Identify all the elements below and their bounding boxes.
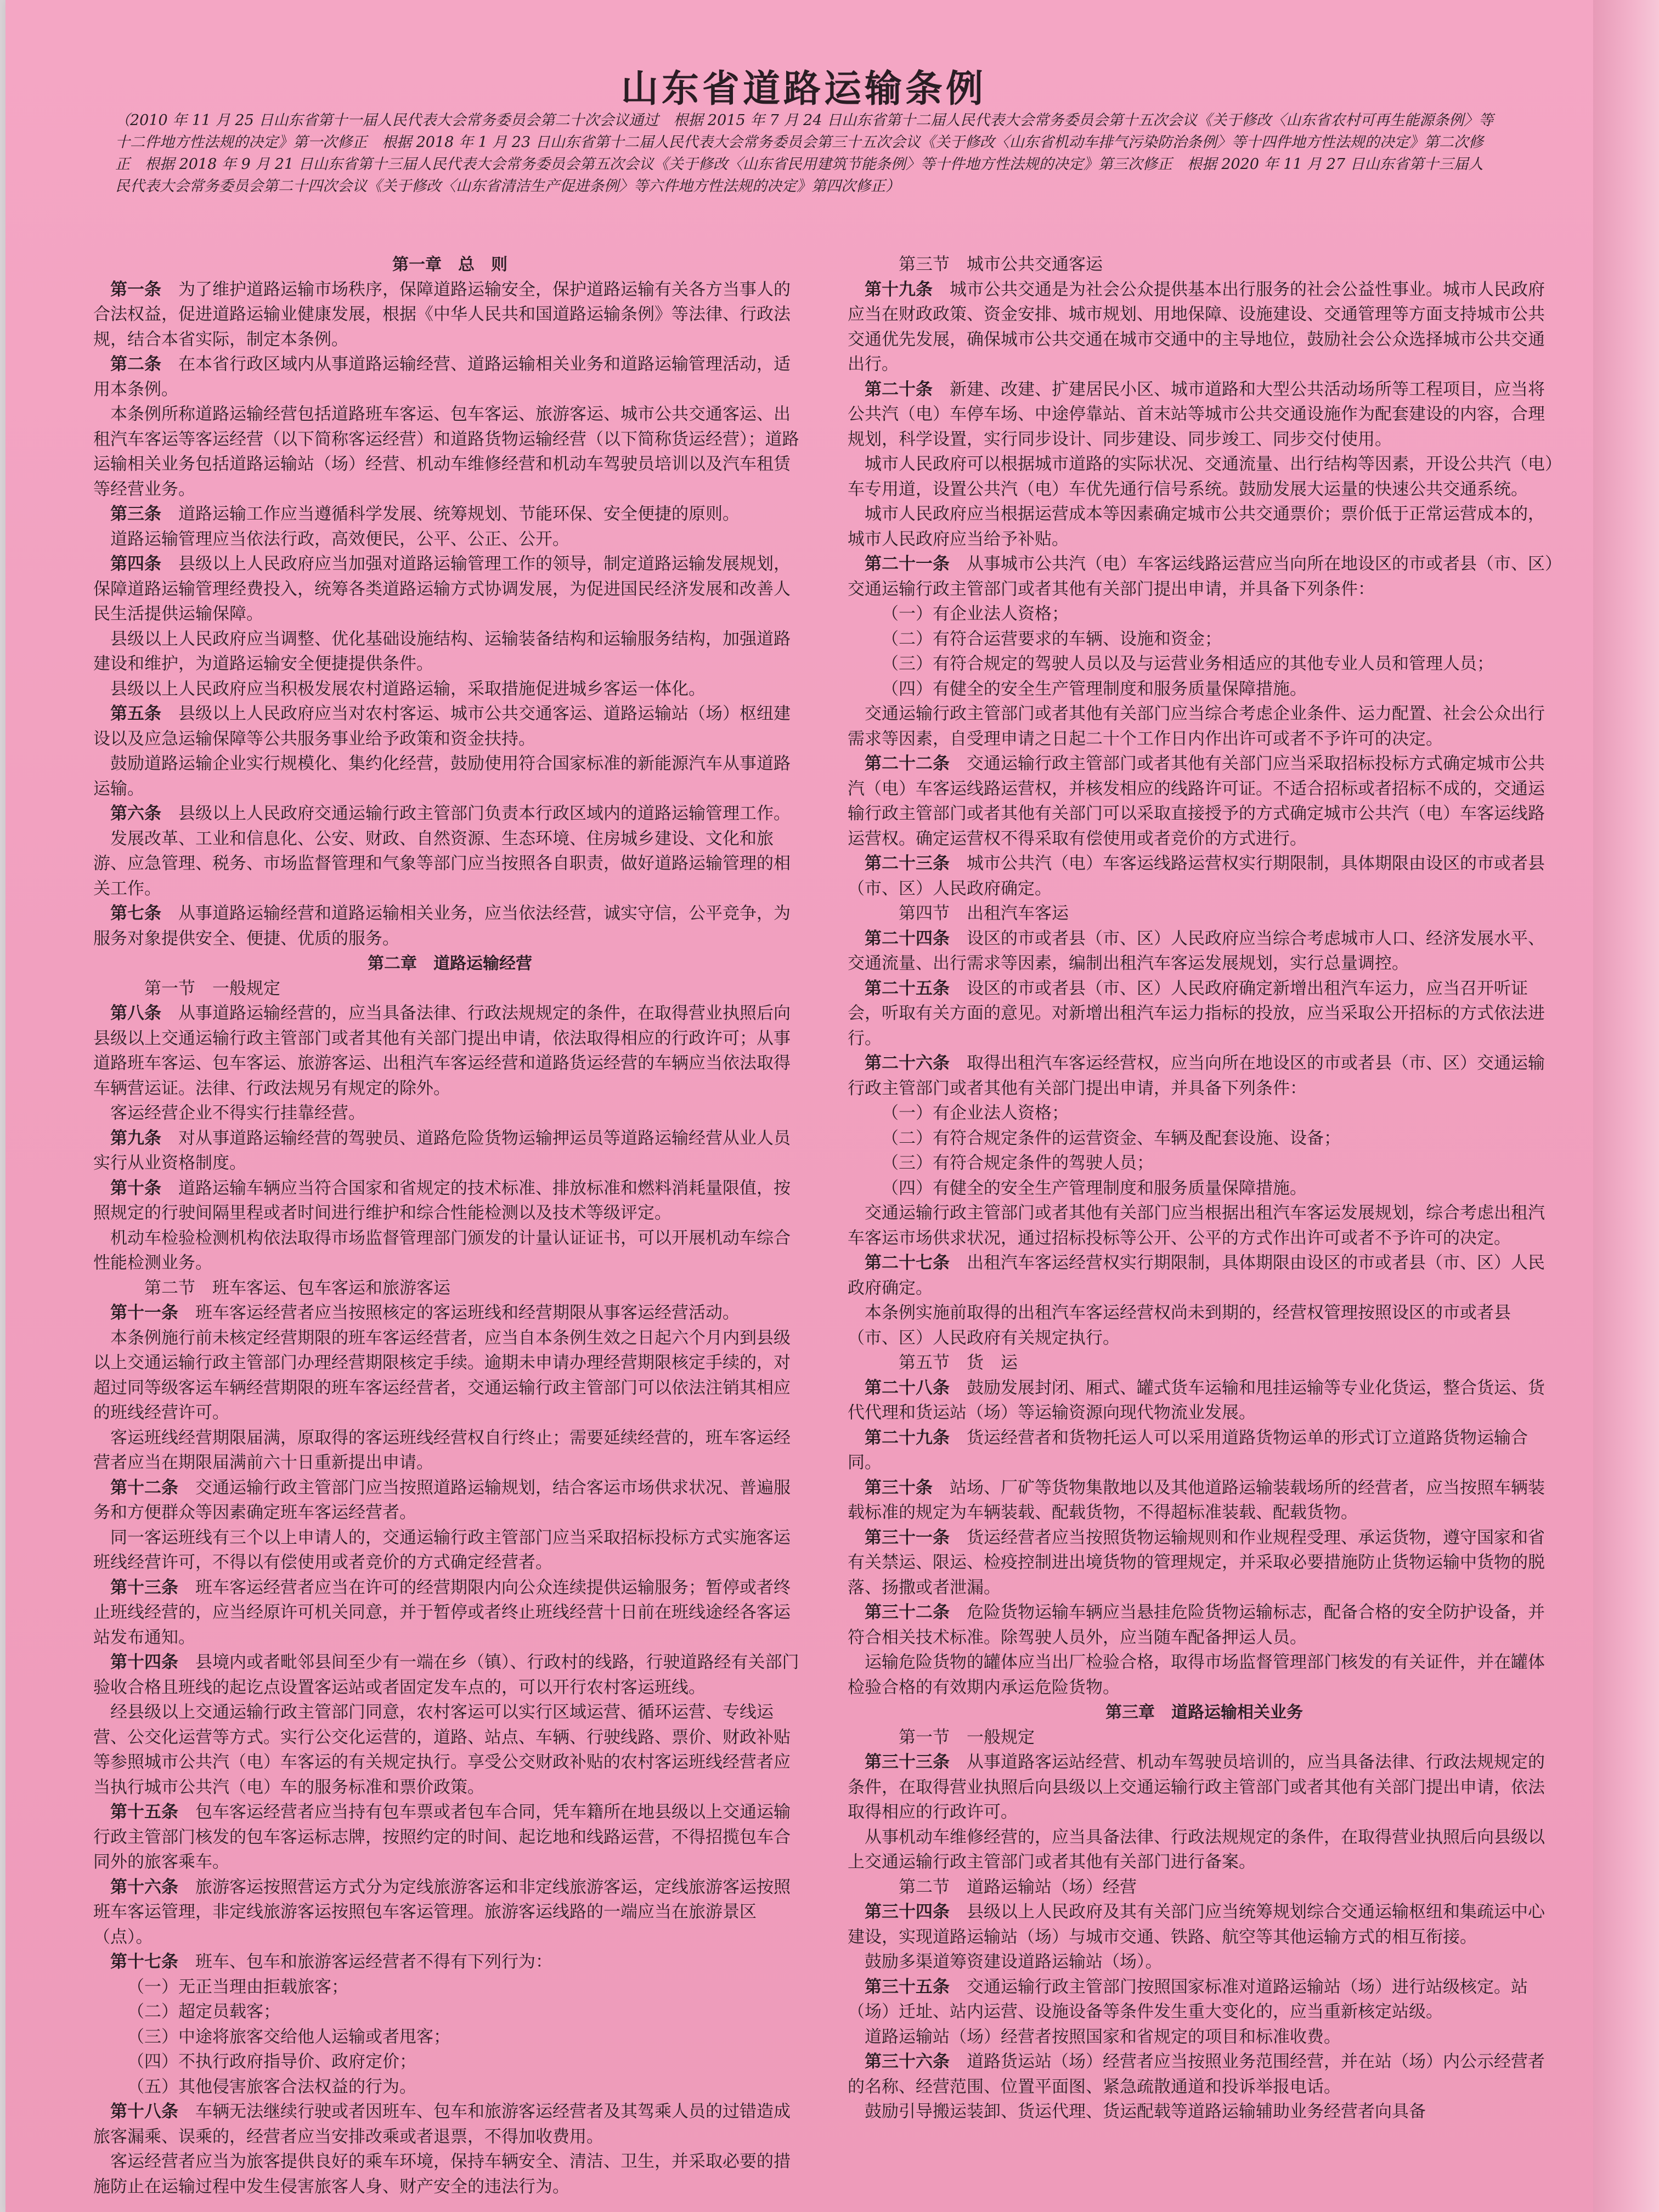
article-paragraph [93, 1576, 806, 1651]
article-paragraph [93, 2100, 806, 2149]
article-paragraph [93, 352, 806, 402]
body-paragraph: 本条例施行前未核定经营期限的班车客运经营者，应当自本条例生效之日起六个月内到县级以上交通运输行政主管部门办理经营期限核定手续。逾期未申请办理经营期限核定手续的，对超过同等级客运车辆经营期限的班车客运经营者，交通运输行政主管部门可以依法注销其相应的班线经营许可。 [93, 1328, 791, 1423]
article-paragraph [93, 1476, 806, 1526]
article-text: 从事城市公共汽（电）车客运线路运营应当向所在地设区的市或者县（市、区）交通运输行政主管部门或者其他有关部门提出申请，并具备下列条件： [848, 554, 1554, 599]
article-number: 第十条 [110, 1178, 161, 1198]
list-item: （二）有符合运营要求的车辆、设施和资金； [882, 629, 1222, 649]
article-number: 第三十四条 [865, 1902, 950, 1922]
list-item: （一）有企业法人资格； [882, 604, 1069, 624]
body-paragraph: 鼓励多渠道筹资建设道路运输站（场）。 [865, 1952, 1163, 1972]
article-number: 第八条 [110, 1003, 161, 1023]
article-text: 交通运输行政主管部门应当按照道路运输规划，结合客运市场供求状况、普遍服务和方便群众等因素确定班车客运经营者。 [93, 1477, 791, 1522]
article-number: 第十八条 [110, 2102, 178, 2121]
article-text: 道路运输车辆应当符合国家和省规定的技术标准、排放标准和燃料消耗量限值，按照规定的行驶间隔里程或者时间进行维护和综合性能检测以及技术等级评定。 [93, 1178, 791, 1223]
list-item: （四）不执行政府指导价、政府定价； [127, 2052, 416, 2072]
article-text: 从事道路客运站经营、机动车驾驶员培训的，应当具备法律、行政法规规定的条件，在取得营业执照后向县级以上交通运输行政主管部门或者其他有关部门提出申请，依法取得相应的行政许可。 [848, 1752, 1545, 1822]
body-paragraph: 发展改革、工业和信息化、公安、财政、自然资源、生态环境、住房城乡建设、文化和旅游、应急管理、税务、市场监督管理和气象等部门应当按照各自职责，做好道路运输管理的相关工作。 [93, 828, 791, 899]
body-paragraph: 运输危险货物的罐体应当出厂检验合格，取得市场监督管理部门核发的有关证件，并在罐体检验合格的有效期内承运危险货物。 [848, 1652, 1545, 1697]
list-item: （三）中途将旅客交给他人运输或者甩客； [127, 2027, 450, 2047]
article-paragraph [848, 752, 1561, 851]
article-text: 出租汽车客运经营权实行期限制，具体期限由设区的市或者县（市、区）人民政府确定。 [848, 1253, 1545, 1298]
chapter-heading: 第三章 道路运输相关业务 [1105, 1703, 1303, 1722]
article-paragraph [93, 1950, 806, 1975]
body-paragraph: 本条例所称道路运输经营包括道路班车客运、包车客运、旅游客运、城市公共交通客运、出租汽车客运等客运经营（以下简称客运经营）和道路货物运输经营（以下简称货运经营）；道路运输相关业务包括道路运输站（场）经营、机动车维修经营和机动车驾驶员培训以及汽车租赁等经营业务。 [93, 404, 799, 499]
article-number: 第十一条 [110, 1303, 178, 1323]
section-heading: 第三节 城市公共交通客运 [899, 255, 1103, 274]
body-paragraph: 鼓励引导搬运装卸、货运代理、货运配载等道路运输辅助业务经营者向具备 [865, 2102, 1426, 2121]
article-paragraph [93, 1176, 806, 1226]
article-paragraph [848, 1426, 1561, 1476]
list-item: （四）有健全的安全生产管理制度和服务质量保障措施。 [882, 1178, 1307, 1198]
section-heading: 第一节 一般规定 [899, 1727, 1035, 1747]
article-text: 车辆无法继续行驶或者因班车、包车和旅游客运经营者及其驾乘人员的过错造成旅客漏乘、误乘的，经营者应当安排改乘或者退票，不得加收费用。 [93, 2102, 791, 2147]
article-number: 第三十一条 [865, 1527, 950, 1548]
body-paragraph: 道路运输管理应当依法行政，高效便民，公平、公正、公开。 [110, 529, 569, 549]
list-item: （一）有企业法人资格； [882, 1103, 1069, 1123]
body-paragraph: 机动车检验检测机构依法取得市场监督管理部门颁发的计量认证证书，可以开展机动车综合性能检测业务。 [93, 1228, 791, 1273]
section-heading: 第二节 班车客运、包车客运和旅游客运 [144, 1278, 450, 1298]
article-text: 在本省行政区域内从事道路运输经营、道路运输相关业务和道路运输管理活动，适用本条例。 [93, 354, 791, 399]
article-paragraph [848, 1975, 1561, 2025]
body-paragraph: 本条例实施前取得的出租汽车客运经营权尚未到期的，经营权管理按照设区的市或者县（市、区）人民政府有关规定执行。 [848, 1303, 1511, 1348]
article-number: 第三十五条 [865, 1977, 950, 1997]
article-paragraph [848, 1376, 1561, 1426]
list-item: （三）有符合规定的驾驶人员以及与运营业务相适应的其他专业人员和管理人员； [882, 654, 1494, 674]
article-paragraph [93, 1800, 806, 1875]
article-number: 第九条 [110, 1128, 161, 1148]
article-text: 班车客运经营者应当按照核定的客运班线和经营期限从事客运经营活动。 [178, 1303, 740, 1323]
article-paragraph [848, 552, 1561, 602]
article-number: 第二十四条 [865, 928, 950, 949]
article-paragraph [93, 1126, 806, 1176]
article-text: 对从事道路运输经营的驾驶员、道路危险货物运输押运员等道路运输经营从业人员实行从业资格制度。 [93, 1128, 791, 1173]
list-item: （二）有符合规定条件的运营资金、车辆及配套设施、设备； [882, 1128, 1341, 1148]
article-paragraph [848, 1900, 1561, 1950]
article-paragraph [848, 1051, 1561, 1101]
article-text: 站场、厂矿等货物集散地以及其他道路运输装载场所的经营者，应当按照车辆装载标准的规定为车辆装载、配载货物，不得超标准装载、配载货物。 [848, 1477, 1545, 1522]
article-paragraph [848, 1750, 1561, 1825]
article-paragraph [93, 552, 806, 627]
section-heading: 第二节 道路运输站（场）经营 [899, 1877, 1137, 1897]
article-text: 包车客运经营者应当持有包车票或者包车合同，凭车籍所在地县级以上交通运输行政主管部门核发的包车客运标志牌，按照约定的时间、起讫地和线路运营，不得招揽包车合同外的旅客乘车。 [93, 1802, 791, 1872]
article-paragraph [848, 977, 1561, 1052]
article-number: 第二十七条 [865, 1253, 950, 1273]
article-number: 第十五条 [110, 1802, 178, 1822]
article-number: 第一条 [110, 279, 161, 300]
article-number: 第二十一条 [865, 554, 950, 574]
article-text: 城市公共交通是为社会公众提供基本出行服务的社会公益性事业。城市人民政府应当在财政政策、资金安排、城市规划、用地保障、设施建设、交通管理等方面支持城市公共交通优先发展，确保城市公共交通在城市交通中的主导地位，鼓励社会公众选择城市公共交通出行。 [848, 279, 1545, 374]
article-paragraph [93, 1301, 806, 1326]
article-text: 新建、改建、扩建居民小区、城市道路和大型公共活动场所等工程项目，应当将公共汽（电）车停车场、中途停靠站、首末站等城市公共交通设施作为配套建设的内容，合理规划，科学设置，实行同步设计、同步建设、同步竣工、同步交付使用。 [848, 379, 1545, 449]
article-text: 县境内或者毗邻县间至少有一端在乡（镇）、行政村的线路，行驶道路经有关部门验收合格且班线的起讫点设置客运站或者固定发车点的，可以开行农村客运班线。 [93, 1652, 799, 1697]
section-heading: 第一节 一般规定 [144, 978, 280, 998]
article-text: 道路运输工作应当遵循科学发展、统筹规划、节能环保、安全便捷的原则。 [161, 504, 740, 524]
article-text: 鼓励发展封闭、厢式、罐式货车运输和甩挂运输等专业化货运，整合货运、货代代理和货运站（场）等运输资源向现代物流业发展。 [848, 1378, 1545, 1423]
article-text: 取得出租汽车客运经营权，应当向所在地设区的市或者县（市、区）交通运输行政主管部门或者其他有关部门提出申请，并具备下列条件： [848, 1053, 1545, 1098]
article-number: 第二条 [110, 354, 161, 374]
article-paragraph [848, 1476, 1561, 1526]
body-paragraph: 城市人民政府应当根据运营成本等因素确定城市公共交通票价；票价低于正常运营成本的，城市人民政府应当给予补贴。 [848, 504, 1545, 549]
article-text: 县级以上人民政府应当加强对道路运输管理工作的领导，制定道路运输发展规划，保障道路运输管理经费投入，统筹各类道路运输方式协调发展，为促进国民经济发展和改善人民生活提供运输保障。 [93, 554, 791, 624]
article-paragraph [93, 278, 806, 353]
article-paragraph [848, 278, 1561, 377]
article-number: 第十三条 [110, 1577, 178, 1598]
body-paragraph: 道路运输站（场）经营者按照国家和省规定的项目和标准收费。 [865, 2027, 1341, 2047]
body-paragraph: 客运班线经营期限届满，原取得的客运班线经营权自行终止；需要延续经营的，班车客运经营者应当在期限届满前六十日重新提出申请。 [93, 1427, 791, 1472]
article-number: 第五条 [110, 704, 161, 724]
body-paragraph: 客运经营者应当为旅客提供良好的乘车环境，保持车辆安全、清洁、卫生，并采取必要的措施防止在运输过程中发生侵害旅客人身、财产安全的违法行为。 [93, 2152, 791, 2197]
article-number: 第二十二条 [865, 754, 950, 774]
article-number: 第十二条 [110, 1477, 178, 1498]
article-number: 第十九条 [865, 279, 933, 300]
article-text: 县级以上人民政府应当对农村客运、城市公共交通客运、道路运输站（场）枢纽建设以及应急运输保障等公共服务事业给予政策和资金扶持。 [93, 704, 791, 749]
body-paragraph: 经县级以上交通运输行政主管部门同意，农村客运可以实行区域运营、循环运营、专线运营、公交化运营等方式。实行公交化运营的，道路、站点、车辆、行驶线路、票价、财政补贴等参照城市公共汽（电）车客运的有关规定执行。享受公交财政补贴的农村客运班线经营者应当执行城市公共汽（电）车的服务标准和票价政策。 [93, 1702, 791, 1797]
left-column [93, 252, 806, 2199]
body-paragraph: 交通运输行政主管部门或者其他有关部门应当根据出租汽车客运发展规划，综合考虑出租汽车客运市场供求状况，通过招标投标等公开、公平的方式作出许可或者不予许可的决定。 [848, 1203, 1545, 1248]
article-number: 第三十三条 [865, 1752, 950, 1772]
list-item: （一）无正当理由拒载旅客； [127, 1977, 348, 1997]
article-number: 第四条 [110, 554, 161, 574]
section-heading: 第四节 出租汽车客运 [899, 904, 1069, 923]
article-paragraph [848, 851, 1561, 901]
article-number: 第十六条 [110, 1877, 178, 1897]
section-heading: 第五节 货 运 [899, 1353, 1018, 1373]
article-text: 从事道路运输经营的，应当具备法律、行政法规规定的条件，在取得营业执照后向县级以上交通运输行政主管部门或者其他有关部门提出申请，依法取得相应的行政许可；从事道路班车客运、包车客运、旅游客运、出租汽车客运经营和道路货运经营的车辆应当依法取得车辆营运证。法律、行政法规另有规定的除外。 [93, 1003, 791, 1098]
article-number: 第七条 [110, 904, 161, 923]
article-text: 县级以上人民政府及其有关部门应当统筹规划综合交通运输枢纽和集疏运中心建设，实现道路运输站（场）与城市交通、铁路、航空等其他运输方式的相互衔接。 [848, 1902, 1545, 1947]
article-text: 旅游客运按照营运方式分为定线旅游客运和非定线旅游客运，定线旅游客运按照班车客运管理，非定线旅游客运按照包车客运管理。旅游客运线路的一端应当在旅游景区（点）。 [93, 1877, 791, 1947]
article-paragraph [93, 1001, 806, 1101]
article-paragraph [93, 901, 806, 951]
article-text: 交通运输行政主管部门或者其他有关部门应当采取招标投标方式确定城市公共汽（电）车客运线路运营权，并核发相应的线路许可证。不适合招标或者招标不成的，交通运输行政主管部门或者其他有关部门可以采取直接授予的方式确定城市公共汽（电）车客运线路运营权。确定运营权不得采取有偿使用或者竞价的方式进行。 [848, 754, 1545, 849]
article-number: 第二十八条 [865, 1378, 950, 1398]
article-number: 第三条 [110, 504, 161, 524]
article-number: 第三十六条 [865, 2052, 950, 2072]
chapter-heading: 第二章 道路运输经营 [368, 954, 532, 973]
article-number: 第六条 [110, 804, 161, 823]
list-item: （四）有健全的安全生产管理制度和服务质量保障措施。 [882, 679, 1307, 699]
article-number: 第三十条 [865, 1477, 933, 1498]
article-number: 第十七条 [110, 1952, 178, 1972]
article-text: 从事道路运输经营和道路运输相关业务，应当依法经营，诚实守信，公平竞争，为服务对象提供安全、便捷、优质的服务。 [93, 904, 791, 949]
article-text: 城市公共汽（电）车客运线路运营权实行期限制，具体期限由设区的市或者县（市、区）人民政府确定。 [848, 854, 1545, 899]
article-paragraph [848, 2050, 1561, 2100]
article-number: 第二十条 [865, 379, 933, 399]
body-paragraph: 交通运输行政主管部门或者其他有关部门应当综合考虑企业条件、运力配置、社会公众出行需求等因素，自受理申请之日起二十个工作日内作出许可或者不予许可的决定。 [848, 704, 1545, 749]
article-paragraph [848, 927, 1561, 977]
article-text: 货运经营者应当按照货物运输规则和作业规程受理、承运货物，遵守国家和省有关禁运、限运、检疫控制进出境货物的管理规定，并采取必要措施防止货物运输中货物的脱落、扬撒或者泄漏。 [848, 1527, 1545, 1598]
article-number: 第二十三条 [865, 854, 950, 873]
body-paragraph: 客运经营企业不得实行挂靠经营。 [110, 1103, 365, 1123]
body-paragraph: 同一客运班线有三个以上申请人的，交通运输行政主管部门应当采取招标投标方式实施客运班线经营许可，不得以有偿使用或者竞价的方式确定经营者。 [93, 1527, 791, 1572]
right-column [848, 252, 1561, 2125]
list-item: （二）超定员载客； [127, 2002, 280, 2022]
article-number: 第十四条 [110, 1652, 178, 1672]
body-paragraph: 县级以上人民政府应当积极发展农村道路运输，采取措施促进城乡客运一体化。 [110, 679, 706, 699]
article-text: 为了维护道路运输市场秩序，保障道路运输安全，保护道路运输有关各方当事人的合法权益，促进道路运输业健康发展，根据《中华人民共和国道路运输条例》等法律、行政法规，结合本省实际，制定本条例。 [93, 279, 791, 349]
article-paragraph [848, 1251, 1561, 1301]
body-paragraph: 县级以上人民政府应当调整、优化基础设施结构、运输装备结构和运输服务结构，加强道路建设和维护，为道路运输安全便捷提供条件。 [93, 629, 791, 674]
article-paragraph [93, 502, 806, 527]
article-text: 设区的市或者县（市、区）人民政府确定新增出租汽车运力，应当召开听证会，听取有关方面的意见。对新增出租汽车运力指标的投放，应当采取公开招标的方式依法进行。 [848, 978, 1545, 1048]
body-paragraph: 城市人民政府可以根据城市道路的实际状况、交通流量、出行结构等因素，开设公共汽（电）车专用道，设置公共汽（电）车优先通行信号系统。鼓励发展大运量的快速公共交通系统。 [848, 454, 1554, 499]
article-paragraph [848, 377, 1561, 453]
article-text: 交通运输行政主管部门按照国家标准对道路运输站（场）进行站级核定。站（场）迁址、站内运营、设施设备等条件发生重大变化的，应当重新核定站级。 [848, 1977, 1528, 2022]
underlying-sheet-edge [1593, 0, 1659, 2212]
article-text: 班车客运经营者应当在许可的经营期限内向公众连续提供运输服务；暂停或者终止班线经营的，应当经原许可机关同意，并于暂停或者终止班线经营十日前在班线途经各客运站发布通知。 [93, 1577, 791, 1647]
article-number: 第三十二条 [865, 1602, 950, 1622]
article-text: 县级以上人民政府交通运输行政主管部门负责本行政区域内的道路运输管理工作。 [161, 804, 791, 823]
article-paragraph [848, 1526, 1561, 1601]
page-title: 山东省道路运输条例 [620, 67, 986, 111]
article-text: 班车、包车和旅游客运经营者不得有下列行为： [178, 1952, 552, 1972]
article-paragraph [93, 1875, 806, 1950]
body-paragraph: 从事机动车维修经营的，应当具备法律、行政法规规定的条件，在取得营业执照后向县级以上交通运输行政主管部门或者其他有关部门进行备案。 [848, 1827, 1545, 1872]
article-number: 第二十五条 [865, 978, 950, 998]
chapter-heading: 第一章 总 则 [392, 255, 507, 274]
article-paragraph [93, 1650, 806, 1700]
article-text: 货运经营者和货物托运人可以采用道路货物运单的形式订立道路货物运输合同。 [848, 1427, 1528, 1472]
article-paragraph [848, 1600, 1561, 1650]
article-paragraph [93, 702, 806, 752]
amendment-history: （2010 年 11 月 25 日山东省第十一届人民代表大会常务委员会第二十次会议通过 根据 2015 年 7 月 24 日山东省第十二届人民代表大会常务委员会第十五次会议《关于修改〈山东省农村可再生能源条例〉等十二件地方性法规的决定》第一次修正 根据 2018 年 1 月 23 日山东省第十二届人民代表大会常务委员会第三十五次会议《关于修改〈山东省机动车排气污染防治条例〉等十四件地方性法规的决定》第二次修正 根据 2018 年 9 月 21 日山东省第十三届人民代表大会常务委员会第五次会议《关于修改〈山东省民用建筑节能条例〉等十件地方性法规的决定》第三次修正 根据 2020 年 11 月 27 日山东省第十三届人民代表大会常务委员会第二十四次会议《关于修改〈山东省清洁生产促进条例〉等六件地方性法规的决定》第四次修正） [115, 112, 1494, 195]
article-text: 道路货运站（场）经营者应当按照业务范围经营，并在站（场）内公示经营者的名称、经营范围、位置平面图、紧急疏散通道和投诉举报电话。 [848, 2052, 1545, 2097]
article-text: 危险货物运输车辆应当悬挂危险货物运输标志，配备合格的安全防护设备，并符合相关技术标准。除驾驶人员外，应当随车配备押运人员。 [848, 1602, 1545, 1647]
article-number: 第二十九条 [865, 1427, 950, 1448]
list-item: （五）其他侵害旅客合法权益的行为。 [127, 2076, 416, 2097]
list-item: （三）有符合规定条件的驾驶人员； [882, 1153, 1154, 1173]
article-text: 设区的市或者县（市、区）人民政府应当综合考虑城市人口、经济发展水平、交通流量、出行需求等因素，编制出租汽车客运发展规划，实行总量调控。 [848, 928, 1545, 973]
body-paragraph: 鼓励道路运输企业实行规模化、集约化经营，鼓励使用符合国家标准的新能源汽车从事道路运输。 [93, 754, 791, 799]
article-number: 第二十六条 [865, 1053, 950, 1073]
article-paragraph [93, 802, 806, 827]
